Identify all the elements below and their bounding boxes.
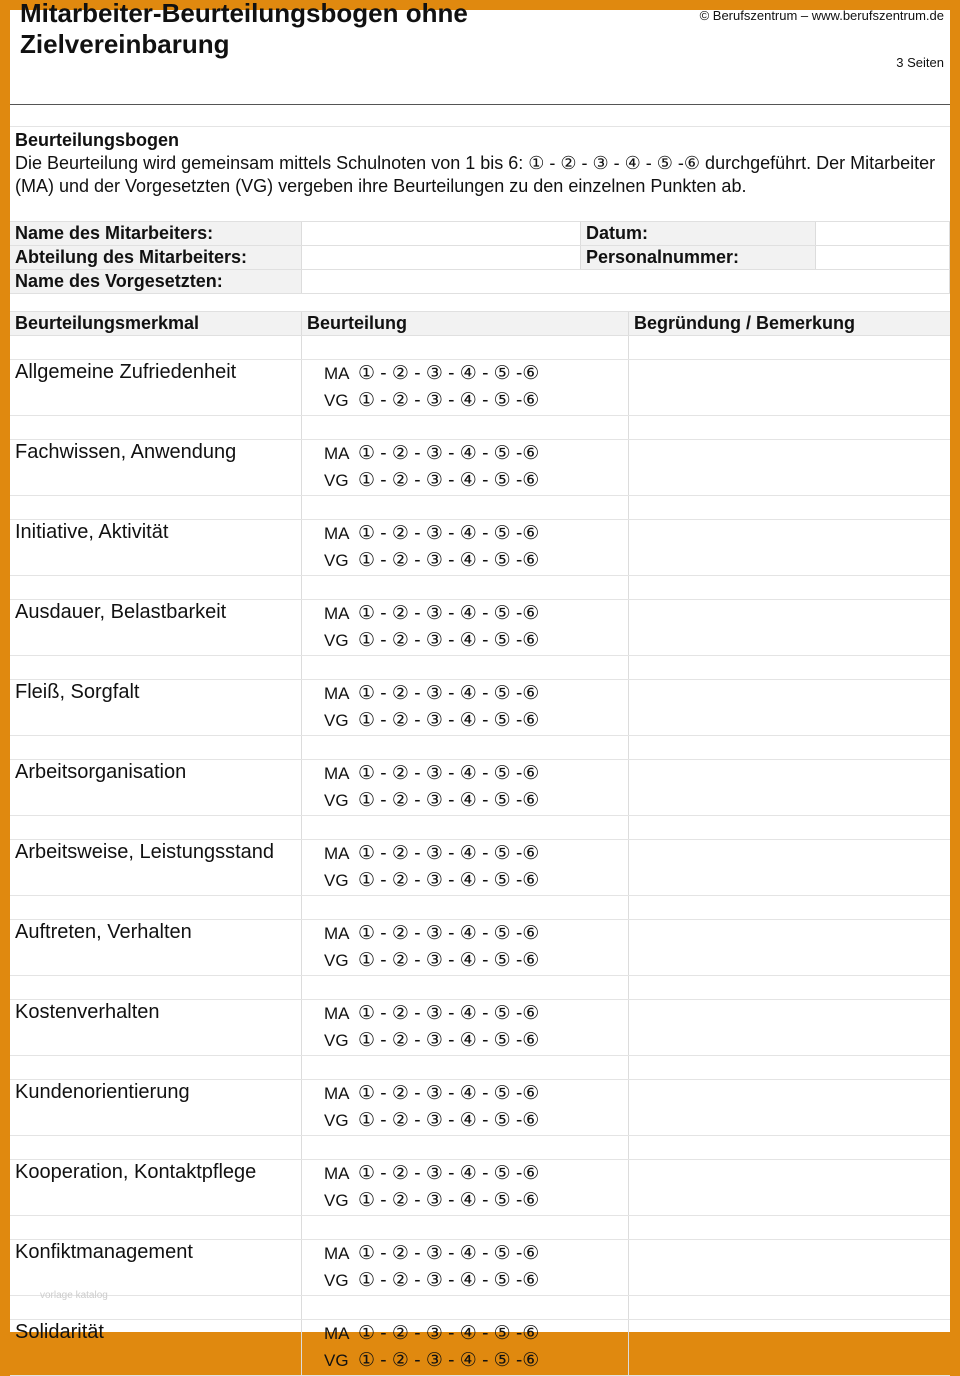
table-spacer-row [10, 416, 950, 440]
ma-rating-scale[interactable] [324, 1000, 628, 1027]
table-row [10, 1000, 950, 1056]
document-page [10, 0, 950, 1371]
table-row [10, 1080, 950, 1136]
table-spacer-row [10, 976, 950, 1000]
criterion-label: Konfiktmanagement [15, 1241, 193, 1263]
reason-cell[interactable] [628, 1320, 950, 1375]
grade-scale: ① - ② - ③ - ④ - ⑤ -⑥ [358, 390, 540, 411]
employee-name-field[interactable] [301, 222, 581, 245]
vg-rating-scale[interactable] [324, 707, 628, 734]
employee-name-label: Name des Mitarbeiters: [10, 222, 301, 245]
watermark-text: vorlage katalog [40, 1290, 108, 1301]
grade-scale: ① - ② - ③ - ④ - ⑤ -⑥ [358, 1110, 540, 1131]
grade-scale: ① - ② - ③ - ④ - ⑤ -⑥ [358, 1163, 540, 1184]
table-row [10, 840, 950, 896]
date-label: Datum: [581, 222, 815, 245]
vg-label: VG [324, 631, 349, 650]
rating-cell [301, 920, 628, 975]
table-row [10, 760, 950, 816]
grade-scale: ① - ② - ③ - ④ - ⑤ -⑥ [358, 1083, 540, 1104]
criterion-label: Fachwissen, Anwendung [15, 441, 237, 463]
ma-label: MA [324, 844, 350, 863]
grade-scale: ① - ② - ③ - ④ - ⑤ -⑥ [358, 603, 540, 624]
employee-info-table [10, 221, 950, 294]
intro-text: Die Beurteilung wird gemeinsam mittels Schulnoten von 1 bis 6: ① - ② - ③ - ④ - ⑤ -⑥ durchgeführt. Der Mitarbeiter (MA) und der Vorgesetzten (VG) vergeben ihre Beurteilungen zu den einzelnen Punkten ab. [15, 153, 936, 196]
criterion-label: Arbeitsorganisation [15, 761, 187, 783]
criterion-label: Kostenverhalten [15, 1001, 160, 1023]
vg-label: VG [324, 951, 349, 970]
table-row [10, 920, 950, 976]
ma-rating-scale[interactable] [324, 520, 628, 547]
table-spacer-row [10, 1056, 950, 1080]
ma-label: MA [324, 924, 350, 943]
vg-rating-scale[interactable] [324, 387, 628, 414]
grade-scale: ① - ② - ③ - ④ - ⑤ -⑥ [358, 443, 540, 464]
ma-label: MA [324, 1164, 350, 1183]
ma-rating-scale[interactable] [324, 1320, 628, 1347]
reason-cell[interactable] [628, 1080, 950, 1135]
rating-cell [301, 680, 628, 735]
criterion-label: Arbeitsweise, Leistungsstand [15, 841, 275, 863]
vg-label: VG [324, 871, 349, 890]
vg-rating-scale[interactable] [324, 467, 628, 494]
vg-rating-scale[interactable] [324, 547, 628, 574]
document-title: Mitarbeiter-Beurteilungsbogen ohne Zielvereinbarung [20, 0, 468, 59]
reason-cell[interactable] [628, 440, 950, 495]
grade-scale: ① - ② - ③ - ④ - ⑤ -⑥ [358, 923, 540, 944]
grade-scale: ① - ② - ③ - ④ - ⑤ -⑥ [358, 630, 540, 651]
rating-cell [301, 600, 628, 655]
vg-rating-scale[interactable] [324, 1267, 628, 1294]
rating-cell [301, 360, 628, 415]
info-row [10, 269, 950, 294]
ma-label: MA [324, 524, 350, 543]
vg-label: VG [324, 1191, 349, 1210]
table-row [10, 1240, 950, 1296]
vg-label: VG [324, 391, 349, 410]
ma-rating-scale[interactable] [324, 1240, 628, 1267]
table-spacer-row [10, 656, 950, 680]
vg-label: VG [324, 551, 349, 570]
ma-label: MA [324, 1244, 350, 1263]
ma-rating-scale[interactable] [324, 840, 628, 867]
table-row [10, 1160, 950, 1216]
vg-label: VG [324, 711, 349, 730]
criterion-label: Initiative, Aktivität [15, 521, 169, 543]
table-body [10, 336, 950, 1376]
rating-cell [301, 1160, 628, 1215]
grade-scale: ① - ② - ③ - ④ - ⑤ -⑥ [358, 790, 540, 811]
supervisor-name-field[interactable] [301, 270, 950, 293]
grade-scale: ① - ② - ③ - ④ - ⑤ -⑥ [358, 470, 540, 491]
table-row [10, 520, 950, 576]
table-spacer-row [10, 576, 950, 600]
rating-cell [301, 760, 628, 815]
criterion-label: Allgemeine Zufriedenheit [15, 361, 237, 383]
grade-scale: ① - ② - ③ - ④ - ⑤ -⑥ [358, 843, 540, 864]
criterion-label: Fleiß, Sorgfalt [15, 681, 140, 703]
ma-label: MA [324, 764, 350, 783]
column-header-rating: Beurteilung [301, 312, 628, 335]
criterion-label: Kooperation, Kontaktpflege [15, 1161, 257, 1183]
grade-scale: ① - ② - ③ - ④ - ⑤ -⑥ [358, 1190, 540, 1211]
criterion-label: Solidarität [15, 1321, 104, 1343]
reason-cell[interactable] [628, 920, 950, 975]
ma-label: MA [324, 684, 350, 703]
info-row [10, 221, 950, 245]
grade-scale: ① - ② - ③ - ④ - ⑤ -⑥ [358, 1323, 540, 1344]
intro-section [10, 126, 950, 200]
grade-scale: ① - ② - ③ - ④ - ⑤ -⑥ [358, 763, 540, 784]
info-row [10, 245, 950, 269]
ma-label: MA [324, 364, 350, 383]
grade-scale: ① - ② - ③ - ④ - ⑤ -⑥ [358, 1350, 540, 1371]
vg-rating-scale[interactable] [324, 1107, 628, 1134]
grade-scale: ① - ② - ③ - ④ - ⑤ -⑥ [358, 1270, 540, 1291]
reason-cell[interactable] [628, 1160, 950, 1215]
vg-rating-scale[interactable] [324, 1187, 628, 1214]
vg-rating-scale[interactable] [324, 787, 628, 814]
table-row [10, 360, 950, 416]
table-header [10, 311, 950, 336]
rating-cell [301, 840, 628, 895]
ma-label: MA [324, 1084, 350, 1103]
vg-label: VG [324, 1351, 349, 1370]
grade-scale: ① - ② - ③ - ④ - ⑤ -⑥ [358, 1030, 540, 1051]
reason-cell[interactable] [628, 600, 950, 655]
ma-label: MA [324, 604, 350, 623]
criterion-label: Ausdauer, Belastbarkeit [15, 601, 227, 623]
vg-rating-scale[interactable] [324, 947, 628, 974]
grade-scale: ① - ② - ③ - ④ - ⑤ -⑥ [358, 523, 540, 544]
ma-label: MA [324, 1004, 350, 1023]
page-count: 3 Seiten [896, 55, 944, 70]
ma-rating-scale[interactable] [324, 600, 628, 627]
ma-rating-scale[interactable] [324, 1080, 628, 1107]
reason-cell[interactable] [628, 360, 950, 415]
table-row [10, 680, 950, 736]
grade-scale: ① - ② - ③ - ④ - ⑤ -⑥ [358, 710, 540, 731]
personnel-number-label: Personalnummer: [581, 246, 815, 269]
grade-scale: ① - ② - ③ - ④ - ⑤ -⑥ [358, 870, 540, 891]
rating-cell [301, 440, 628, 495]
grade-scale: ① - ② - ③ - ④ - ⑤ -⑥ [358, 550, 540, 571]
grade-scale: ① - ② - ③ - ④ - ⑤ -⑥ [358, 950, 540, 971]
date-field[interactable] [815, 222, 950, 245]
grade-scale: ① - ② - ③ - ④ - ⑤ -⑥ [358, 1243, 540, 1264]
rating-cell [301, 1240, 628, 1295]
ma-label: MA [324, 444, 350, 463]
table-row [10, 600, 950, 656]
grade-scale: ① - ② - ③ - ④ - ⑤ -⑥ [358, 1003, 540, 1024]
rating-cell [301, 1320, 628, 1375]
grade-scale: ① - ② - ③ - ④ - ⑤ -⑥ [358, 683, 540, 704]
rating-cell [301, 1080, 628, 1135]
table-row [10, 440, 950, 496]
reason-cell[interactable] [628, 760, 950, 815]
table-spacer-row [10, 496, 950, 520]
table-spacer-row [10, 816, 950, 840]
table-spacer-row [10, 336, 950, 360]
table-spacer-row [10, 896, 950, 920]
table-spacer-row [10, 1136, 950, 1160]
table-spacer-row [10, 1216, 950, 1240]
criterion-label: Kundenorientierung [15, 1081, 190, 1103]
vg-rating-scale[interactable] [324, 867, 628, 894]
rating-cell [301, 520, 628, 575]
vg-rating-scale[interactable] [324, 1347, 628, 1374]
column-header-criterion: Beurteilungsmerkmal [15, 313, 200, 333]
ma-rating-scale[interactable] [324, 440, 628, 467]
vg-label: VG [324, 1271, 349, 1290]
column-header-reason: Begründung / Bemerkung [628, 312, 950, 335]
reason-cell[interactable] [628, 520, 950, 575]
vg-label: VG [324, 1031, 349, 1050]
ma-rating-scale[interactable] [324, 760, 628, 787]
ma-label: MA [324, 1324, 350, 1343]
ma-rating-scale[interactable] [324, 920, 628, 947]
vg-label: VG [324, 1111, 349, 1130]
reason-cell[interactable] [628, 1240, 950, 1295]
department-field[interactable] [301, 246, 581, 269]
rating-cell [301, 1000, 628, 1055]
criterion-label: Auftreten, Verhalten [15, 921, 192, 943]
table-spacer-row [10, 1296, 950, 1320]
document-header [10, 0, 950, 105]
vg-label: VG [324, 791, 349, 810]
copyright-notice: © Berufszentrum – www.berufszentrum.de [699, 8, 944, 23]
vg-rating-scale[interactable] [324, 1027, 628, 1054]
personnel-number-field[interactable] [815, 246, 950, 269]
table-spacer-row [10, 736, 950, 760]
ma-rating-scale[interactable] [324, 360, 628, 387]
supervisor-name-label: Name des Vorgesetzten: [10, 270, 301, 293]
ma-rating-scale[interactable] [324, 1160, 628, 1187]
section-heading: Beurteilungsbogen [15, 130, 180, 150]
vg-rating-scale[interactable] [324, 627, 628, 654]
reason-cell[interactable] [628, 680, 950, 735]
department-label: Abteilung des Mitarbeiters: [10, 246, 301, 269]
evaluation-table [10, 311, 950, 1376]
table-row [10, 1320, 950, 1376]
reason-cell[interactable] [628, 1000, 950, 1055]
vg-label: VG [324, 471, 349, 490]
ma-rating-scale[interactable] [324, 680, 628, 707]
reason-cell[interactable] [628, 840, 950, 895]
grade-scale: ① - ② - ③ - ④ - ⑤ -⑥ [358, 363, 540, 384]
